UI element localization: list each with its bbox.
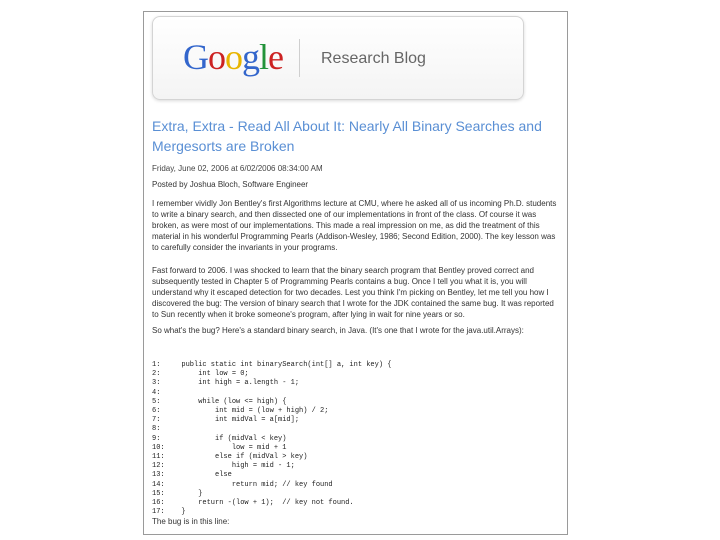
code-block	[152, 361, 391, 517]
code-line: 12: high = mid - 1;	[152, 462, 295, 471]
code-line: 2: int low = 0;	[152, 370, 249, 379]
logo-letter: l	[259, 37, 269, 77]
code-line: 8:	[152, 425, 161, 434]
google-logo[interactable]	[183, 37, 283, 77]
code-line: 7: int midVal = a[mid];	[152, 416, 300, 425]
blog-name[interactable]: Research Blog	[321, 50, 426, 67]
code-line: 10: low = mid + 1	[152, 443, 287, 452]
code-line: 9: if (midVal < key)	[152, 434, 287, 443]
header-divider	[299, 39, 300, 77]
blog-header	[152, 16, 524, 100]
code-line: 16: return -(low + 1); // key not found.	[152, 499, 354, 508]
post-date: Friday, June 02, 2006 at 6/02/2006 08:34:00 AM	[152, 164, 323, 173]
logo-letter: e	[268, 37, 283, 77]
code-line: 11: else if (midVal > key)	[152, 453, 308, 462]
blog-page-screenshot	[143, 11, 568, 535]
logo-letter: G	[183, 37, 208, 77]
post-closing-line: The bug is in this line:	[152, 517, 230, 526]
code-line: 1: public static int binarySearch(int[] a, int key) {	[152, 361, 392, 369]
code-line: 17: }	[152, 508, 186, 517]
post-paragraph-3: So what's the bug? Here's a standard binary search, in Java. (It's one that I wrote for the java.util.Arrays):	[152, 326, 524, 335]
code-line: 6: int mid = (low + high) / 2;	[152, 407, 329, 416]
code-line: 15: }	[152, 489, 203, 498]
code-line: 3: int high = a.length - 1;	[152, 379, 300, 388]
logo-letter: g	[242, 37, 259, 77]
post-paragraph-2: Fast forward to 2006. I was shocked to learn that the binary search program that Bentley proved correct and subsequently tested in Chapter 5 of Programming Pearls contains a bug. Once I tell you what it is, you will understand why it escaped detection for two decades. Lest you think I'm picking on Bentley, let me tell you how I discovered the bug: The version of binary search that I wrote for the JDK contained the same bug. It was reported to Sun recently when it broke someone's program, after lying in wait for nine years or so.	[152, 266, 554, 319]
code-line: 13: else	[152, 471, 232, 480]
post-paragraph-1: I remember vividly Jon Bentley's first Algorithms lecture at CMU, where he asked all of us incoming Ph.D. students to write a binary search, and then dissected one of our implementations in front of the class. Of course it was broken, as were most of our implementations. This made a real impression on me, as did the treatment of this material in his wonderful Programming Pearls (Addison-Wesley, 1986; Second Edition, 2000). The key lesson was to carefully consider the invariants in your programs.	[152, 199, 557, 252]
logo-letter: o	[225, 37, 242, 77]
post-title[interactable]: Extra, Extra - Read All About It: Nearly All Binary Searches and Mergesorts are Broken	[152, 118, 542, 154]
code-line: 5: while (low <= high) {	[152, 397, 287, 406]
logo-letter: o	[208, 37, 225, 77]
code-line: 14: return mid; // key found	[152, 480, 333, 489]
code-line: 4:	[152, 388, 161, 397]
post-byline: Posted by Joshua Bloch, Software Engineer	[152, 180, 309, 189]
